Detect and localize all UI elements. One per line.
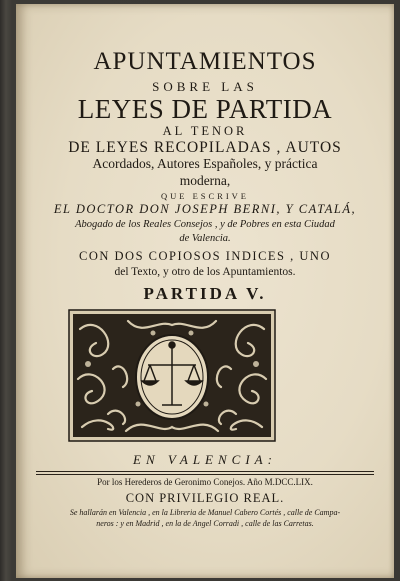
author-name: EL DOCTOR DON JOSEPH BERNI, Y CATALÁ, <box>53 202 357 216</box>
imprint-privilege: CON PRIVILEGIO REAL. <box>125 491 285 505</box>
title-line-3: LEYES DE PARTIDA <box>77 94 333 124</box>
part-heading: PARTIDA V. <box>143 284 267 303</box>
printers-vignette <box>68 309 276 442</box>
imprint-rule-thin <box>36 474 374 475</box>
indices-line-1: CON DOS COPIOSOS INDICES , UNO <box>79 249 331 263</box>
author-role-line-2: de Valencia. <box>179 233 231 244</box>
title-line-1: APUNTAMIENTOS <box>93 48 317 75</box>
indices-line-2: del Texto, y otro de los Apuntamientos. <box>114 266 296 278</box>
imprint-sale-line-2: neros : y en Madrid , en la de Angel Corradi , calle de las Carretas. <box>96 519 314 528</box>
imprint-printer: Por los Herederos de Geronimo Conejos. Año M.DCC.LIX. <box>97 477 313 487</box>
author-role-line-1: Abogado de los Reales Consejos , y de Pobres en esta Ciudad <box>75 219 335 230</box>
imprint-sale-line-1: Se hallarán en Valencia , en la Libreria de Manuel Cabero Cortés , calle de Campa- <box>69 508 341 517</box>
title-page <box>16 4 394 578</box>
title-line-4: AL TENOR <box>162 124 248 138</box>
imprint-rule-thick <box>36 471 374 472</box>
title-line-5: DE LEYES RECOPILADAS , AUTOS <box>68 139 342 156</box>
imprint-place: EN VALENCIA: <box>133 452 277 467</box>
title-line-2: SOBRE LAS <box>152 79 258 94</box>
title-line-6: Acordados, Autores Españoles, y práctica <box>92 156 318 171</box>
author-intro: QUE ESCRIVE <box>160 191 249 201</box>
title-line-7: moderna, <box>179 173 231 188</box>
